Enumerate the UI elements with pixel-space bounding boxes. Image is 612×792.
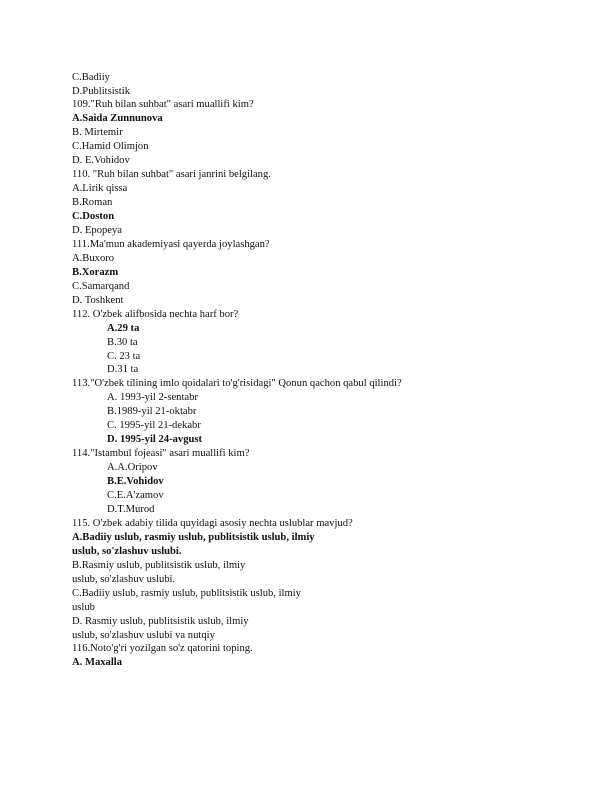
text-line: C.Samarqand [72, 280, 130, 292]
text-line: D.Publitsistik [72, 85, 130, 97]
text-line: C.E.A'zamov [107, 490, 164, 501]
answer-line-correct: A.29 ta [107, 322, 140, 334]
answer-line-correct: B.E.Vohidov [107, 476, 164, 487]
text-line: C.Badiiy uslub, rasmiy uslub, publitsistik uslub, ilmiy [72, 587, 301, 599]
text-line: C.Badiiy [72, 71, 110, 83]
text-line: A.Lirik qissa [72, 183, 128, 195]
text-line: C. 23 ta [107, 350, 141, 362]
text-line: B.1989-yil 21-oktabr [107, 406, 197, 418]
answer-line-correct: A.Badiiy uslub, rasmiy uslub, publitsistik uslub, ilmiy [72, 531, 315, 543]
answer-line-correct: B.Xorazm [72, 266, 119, 278]
text-line: D.T.Murod [107, 503, 155, 515]
text-line: D. Toshkent [72, 294, 124, 306]
text-line: B.30 ta [107, 336, 138, 348]
text-line: 113."O'zbek tilining imlo qoidalari to'g'risidagi" Qonun qachon qabul qilindi? [72, 378, 402, 390]
answer-line-correct: uslub, so'zlashuv uslubi. [72, 545, 182, 557]
text-line: 111.Ma'mun akademiyasi qayerda joylashgan? [72, 238, 270, 250]
text-line: 109."Ruh bilan suhbat" asari muallifi kim? [72, 99, 254, 111]
text-line: B. Mirtemir [72, 127, 123, 139]
text-line: uslub [72, 601, 95, 613]
text-line: 116.Noto'g'ri yozilgan so'z qatorini toping. [72, 643, 253, 655]
text-line: B.Roman [72, 197, 113, 209]
text-line: 112. O'zbek alifbosida nechta harf bor? [72, 308, 239, 320]
text-line: A.Buxoro [72, 252, 115, 264]
answer-line-correct: C.Doston [72, 211, 115, 222]
answer-line-correct: D. 1995-yil 24-avgust [107, 434, 203, 446]
text-line: C.Hamid Olimjon [72, 141, 149, 153]
text-line: uslub, so'zlashuv uslubi. [72, 573, 176, 585]
text-line: C. 1995-yil 21-dekabr [107, 420, 201, 432]
text-line: A.A.Oripov [107, 462, 158, 474]
text-line: uslub, so'zlashuv uslubi va nutqiy [72, 629, 215, 641]
answer-line-correct: A.Saida Zunnunova [72, 113, 163, 125]
text-line: D. Epopeya [72, 224, 123, 236]
text-line: 115. O'zbek adabiy tilida quyidagi asosiy nechta uslublar mavjud? [72, 517, 353, 529]
text-line: D. E.Vohidov [72, 155, 130, 167]
text-line: D.31 ta [107, 364, 139, 376]
text-line: 110. "Ruh bilan suhbat" asari janrini belgilang. [72, 169, 271, 181]
text-line: A. 1993-yil 2-sentabr [107, 392, 198, 404]
text-line: B.Rasmiy uslub, publitsistik uslub, ilmiy [72, 559, 246, 571]
answer-line-correct: A. Maxalla [72, 657, 123, 669]
text-line: 114."Istambul fojeasi" asari muallifi kim? [72, 448, 250, 460]
text-line: D. Rasmiy uslub, publitsistik uslub, ilmiy [72, 615, 249, 627]
